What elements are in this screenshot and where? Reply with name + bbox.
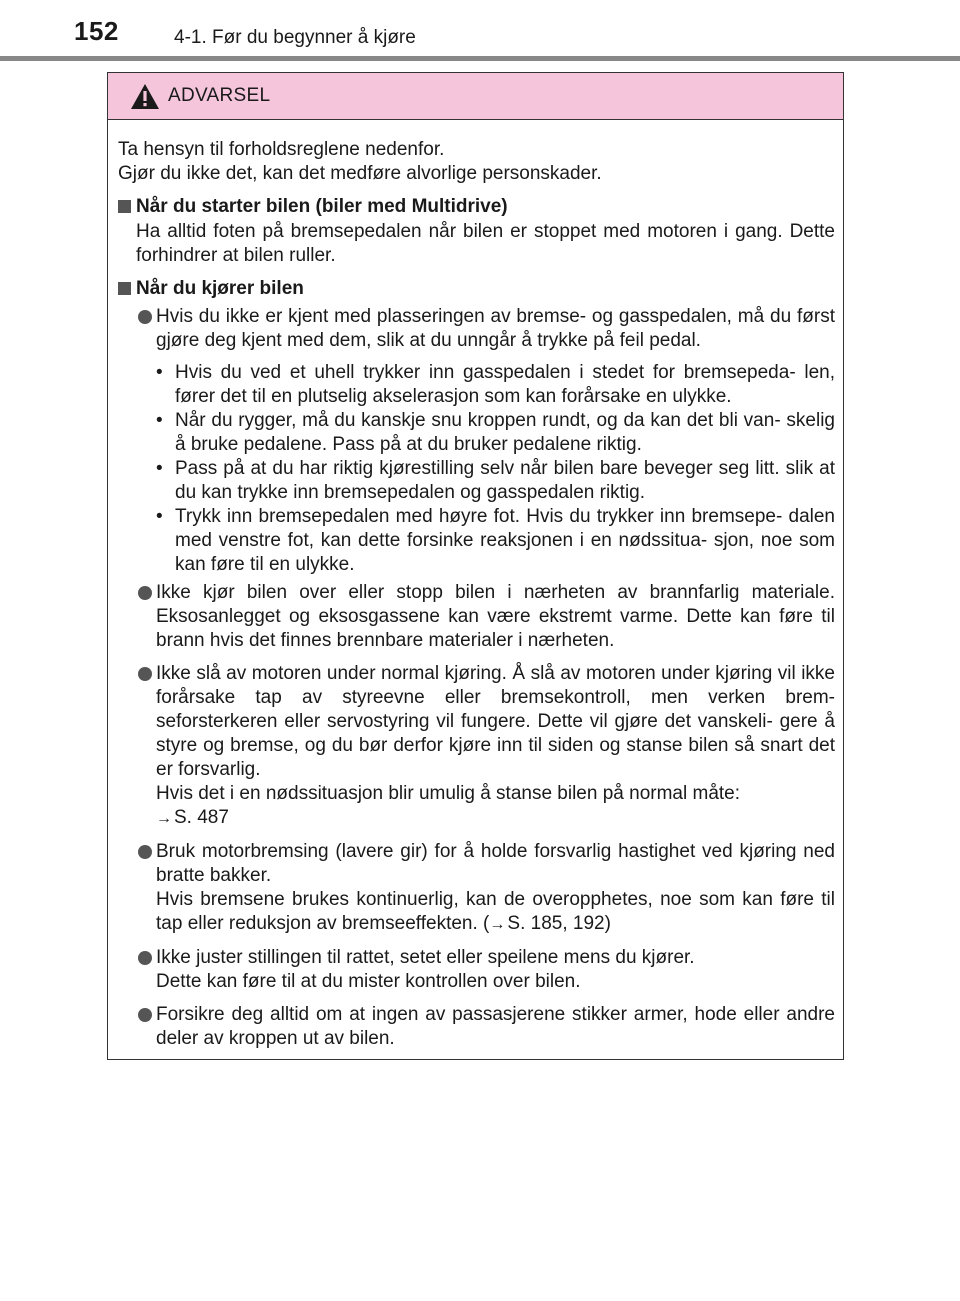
section-title: Når du starter bilen (biler med Multidrive)	[136, 196, 508, 217]
warning-box	[107, 72, 844, 1060]
warning-header	[108, 73, 843, 120]
circle-bullet-icon	[138, 845, 152, 859]
sub-bullet: • Hvis du ved et uhell trykker inn gasspedalen i stedet for bremsepeda- len, fører det til en plutselig akselerasjon som kan forårsake en ulykke.	[156, 362, 835, 407]
chapter-title: 4-1. Før du begynner å kjøre	[174, 27, 416, 48]
circle-bullet-icon	[138, 1008, 152, 1022]
sub-bullet-list	[118, 361, 835, 577]
page-header	[0, 0, 960, 62]
circle-bullet-icon	[138, 667, 152, 681]
page-number: 152	[74, 16, 119, 46]
circle-bullet-icon	[138, 951, 152, 965]
section-text: Ha alltid foten på bremsepedalen når bilen er stoppet med motoren i gang. Dette forhindrer at bilen ruller.	[136, 221, 835, 266]
sub-bullet: • Pass på at du har riktig kjørestilling selv når bilen bare beveger seg litt. slik at du kan trykke inn bremsepedalen og gasspedalen riktig.	[156, 458, 835, 503]
section-starting	[118, 195, 835, 268]
list-item: Forsikre deg alltid om at ingen av passasjerene stikker armer, hode eller andre deler av kroppen ut av bilen.	[118, 1003, 835, 1051]
list-item: Ikke slå av motoren under normal kjøring. Å slå av motoren under kjøring vil ikke forårsake tap av styreevne eller bremsekontroll, men verken brem- seforsterkeren eller servostyring vil fungere. Dette vil gjøre det vanskeli- gere å styre og bremse, og du bør derfor kjøre inn til siden og stanse bilen så snart det er forsvarlig. Hvis det i en nødssituasjon blir umulig å stanse bilen på normal måte: → S. 487	[118, 662, 835, 831]
list-item: Ikke kjør bilen over eller stopp bilen i nærheten av brannfarlig materiale. Eksosanlegget og eksosgassene kan være ekstremt varme. Dette kan føre til brann hvis det finnes brennbare materialer i nærheten.	[118, 581, 835, 653]
section-title: Når du kjører bilen	[136, 278, 304, 299]
arrow-right-icon: →	[489, 916, 506, 933]
section-driving	[118, 277, 835, 1051]
square-bullet-icon	[118, 282, 131, 295]
circle-bullet-icon	[138, 310, 152, 324]
sub-bullet: • Trykk inn bremsepedalen med høyre fot. Hvis du trykker inn bremsepe- dalen med venstre fot, kan dette forsinke reaksjonen i en nødssitua- sjon, noe som kan føre til en ulykke.	[156, 506, 835, 575]
sub-bullet: • Når du rygger, må du kanskje snu kroppen rundt, og da kan det bli van- skelig å bruke pedalene. Pass på at du bruker pedalene riktig.	[156, 410, 835, 455]
list-item: Bruk motorbremsing (lavere gir) for å holde forsvarlig hastighet ved kjøring ned bratte bakker. Hvis bremsene brukes kontinuerlig, kan de overopphetes, noe som kan føre til tap eller reduksjon av bremseeffekten. (→ S. 185, 192)	[118, 840, 835, 937]
header-rule	[0, 56, 960, 61]
arrow-right-icon: →	[156, 810, 172, 827]
intro-line: Ta hensyn til forholdsreglene nedenfor.	[118, 139, 445, 160]
warning-triangle-icon	[130, 83, 160, 110]
list-item: Hvis du ikke er kjent med plasseringen av bremse- og gasspedalen, må du først gjøre deg kjent med dem, slik at du unngår å trykke på feil pedal.	[118, 305, 835, 353]
circle-bullet-icon	[138, 586, 152, 600]
intro-line: Gjør du ikke det, kan det medføre alvorlige personskader.	[118, 163, 602, 184]
warning-title: ADVARSEL	[168, 85, 271, 106]
page-reference[interactable]: S. 487	[174, 807, 229, 828]
warning-body	[108, 120, 843, 1051]
list-item: Ikke juster stillingen til rattet, setet eller speilene mens du kjører. Dette kan føre til at du mister kontrollen over bilen.	[118, 946, 835, 994]
page-reference[interactable]: S. 185, 192)	[507, 913, 611, 934]
square-bullet-icon	[118, 200, 131, 213]
